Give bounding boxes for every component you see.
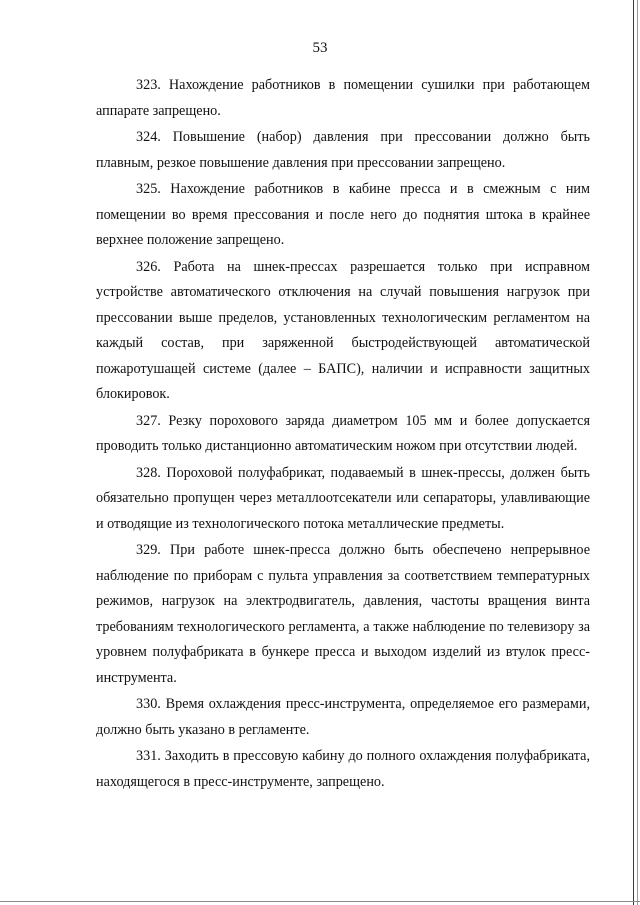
paragraph-326: 326. Работа на шнек-прессах разрешается только при исправном устройстве автоматического отключения на случай повышения нагрузок при прессовании выше пределов, установленных технологическим регламентом на каждый состав, при заряженной быстродействующей автоматической пожаротушащей системе (далее – БАПС), наличии и исправности защитных блокировок. — [96, 258, 590, 402]
page-number: 53 — [312, 40, 328, 56]
scan-edge-line — [637, 0, 638, 905]
document-body — [96, 73, 590, 795]
paragraph-323: 323. Нахождение работников в помещении сушилки при работающем аппарате запрещено. — [96, 77, 590, 119]
scan-edge-line — [633, 0, 634, 905]
paragraph-328: 328. Пороховой полуфабрикат, подаваемый в шнек-прессы, должен быть обязательно пропущен через металлоотсекатели или сепараторы, улавливающие и отводящие из технологического потока металлические предметы. — [96, 464, 590, 532]
paragraph-331: 331. Заходить в прессовую кабину до полного охлаждения полуфабриката, находящегося в пресс-инструменте, запрещено. — [96, 748, 590, 790]
scan-edge-line — [0, 901, 640, 902]
paragraph-325: 325. Нахождение работников в кабине пресса и в смежным с ним помещении во время прессования и после него до поднятия штока в крайнее верхнее положение запрещено. — [96, 181, 590, 248]
paragraph-329: 329. При работе шнек-пресса должно быть обеспечено непрерывное наблюдение по приборам с пульта управления за соответствием температурных режимов, нагрузок на электродвигатель, давления, частоты вращения винта требованиям технологического регламента, а также наблюдение по телевизору за уровнем полуфабриката в бункере пресса и выходом изделий из втулок пресс-инструмента. — [96, 542, 590, 686]
paragraph-324: 324. Повышение (набор) давления при прессовании должно быть плавным, резкое повышение давления при прессовании запрещено. — [96, 129, 590, 171]
paragraph-327: 327. Резку порохового заряда диаметром 105 мм и более допускается проводить только дистанционно автоматическим ножом при отсутствии людей. — [96, 412, 590, 454]
paragraph-330: 330. Время охлаждения пресс-инструмента, определяемое его размерами, должно быть указано в регламенте. — [96, 696, 590, 738]
